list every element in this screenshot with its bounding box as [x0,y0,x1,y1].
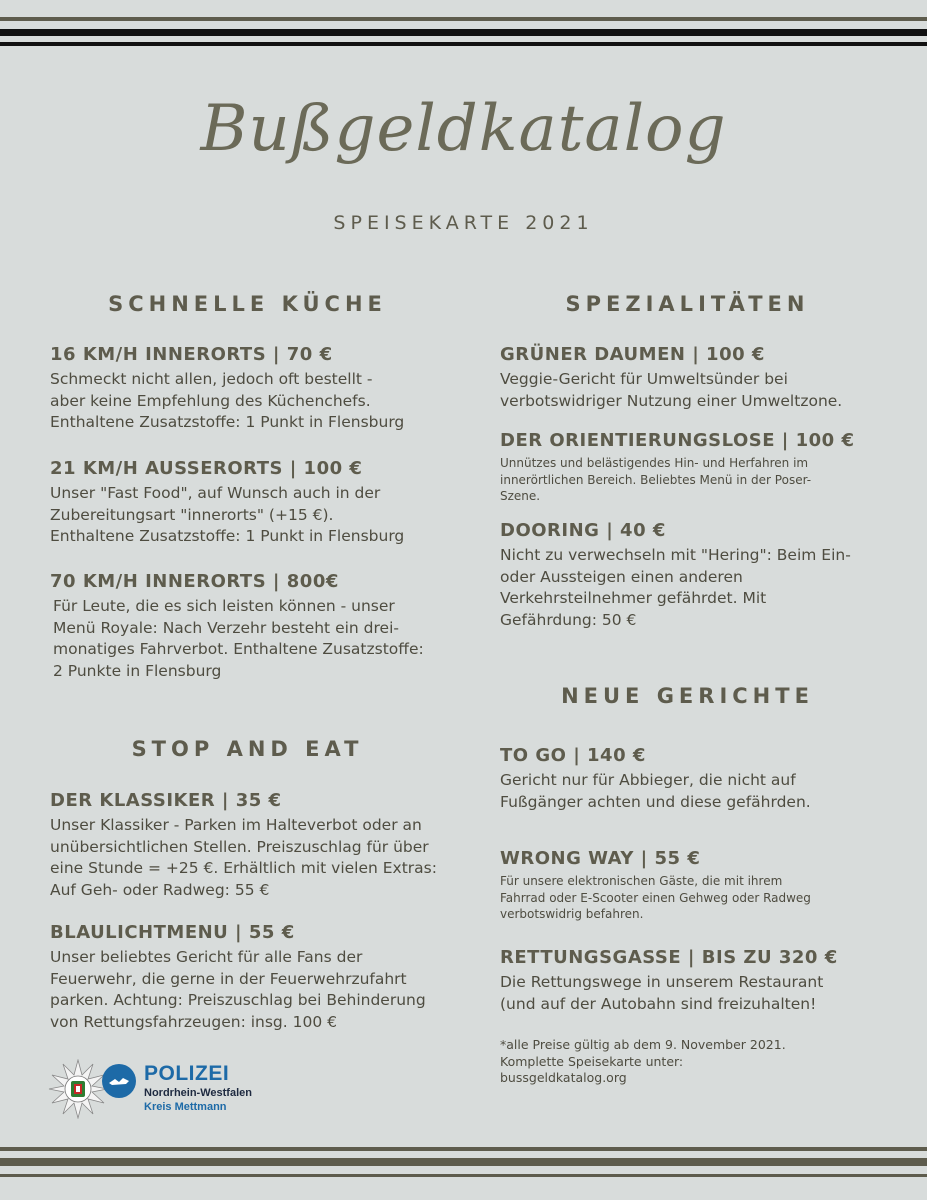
menu-item-title: 70 KM/H INNERORTS | 800€ [50,571,339,592]
police-circle-icon [102,1064,136,1098]
section-heading-spezialitaeten: SPEZIALITÄTEN [565,292,810,316]
menu-item-description: Für Leute, die es sich leisten können - unser Menü Royale: Nach Verzehr besteht ein drei- monatiges Fahrverbot. Enthaltene Zusatzstoffe: 2 Punkte in Flensburg [53,597,424,680]
menu-item [500,745,900,813]
police-star-icon [48,1059,108,1119]
police-logo [48,1056,268,1122]
page-subtitle: SPEISEKARTE 2021 [333,212,594,234]
menu-item-description: Für unsere elektronischen Gäste, die mit ihrem Fahrrad oder E-Scooter einen Gehweg oder Radweg verbotswidrig befahren. [500,874,811,921]
menu-item [50,458,470,548]
menu-item [50,922,470,1033]
menu-item-title: 21 KM/H AUSSERORTS | 100 € [50,458,363,479]
bottom-divider-thick [0,1158,927,1166]
menu-item-description: Die Rettungswege in unserem Restaurant (und auf der Autobahn sind freizuhalten! [500,973,824,1013]
menu-item-title: BLAULICHTMENU | 55 € [50,922,295,943]
menu-item-title: DOORING | 40 € [500,520,666,541]
menu-item [500,848,900,923]
logo-police-name: POLIZEI [144,1062,230,1085]
menu-item-title: DER ORIENTIERUNGSLOSE | 100 € [500,430,855,451]
bottom-divider-lower [0,1174,927,1177]
menu-item-description: Unser Klassiker - Parken im Halteverbot oder an unübersichtlichen Stellen. Preiszuschlag für über eine Stunde = +25 €. Erhältlich mit vielen Extras: Auf Geh- oder Radweg: 55 € [50,816,437,899]
menu-item-description: Nicht zu verwechseln mit "Hering": Beim Ein- oder Aussteigen einen anderen Verkehrsteilnehmer gefährdet. Mit Gefährdung: 50 € [500,546,851,629]
top-divider-lower [0,42,927,46]
menu-item-title: RETTUNGSGASSE | BIS ZU 320 € [500,947,838,968]
menu-item [500,947,900,1015]
menu-item [50,344,470,434]
logo-state-name: Nordrhein-Westfalen [144,1087,252,1099]
price-footnote: *alle Preise gültig ab dem 9. November 2021. Komplette Speisekarte unter: bussgeldkatalog.org [500,1037,786,1085]
logo-district-name: Kreis Mettmann [144,1101,227,1113]
bottom-divider-upper [0,1147,927,1151]
menu-item-title: 16 KM/H INNERORTS | 70 € [50,344,333,365]
top-divider-thick [0,29,927,36]
menu-item-title: DER KLASSIKER | 35 € [50,790,282,811]
menu-item-description: Veggie-Gericht für Umweltsünder bei verbotswidriger Nutzung einer Umweltzone. [500,370,843,410]
menu-item-title: GRÜNER DAUMEN | 100 € [500,344,765,365]
section-heading-schnelle-kueche: SCHNELLE KÜCHE [108,292,387,316]
menu-item [500,344,900,412]
page-title: Bußgeldkatalog [200,92,727,166]
menu-item-title: WRONG WAY | 55 € [500,848,701,869]
section-heading-neue-gerichte: NEUE GERICHTE [561,684,814,708]
menu-item-description: Gericht nur für Abbieger, die nicht auf Fußgänger achten und diese gefährden. [500,771,811,811]
menu-item-title: TO GO | 140 € [500,745,646,766]
menu-item [500,430,900,505]
top-divider-thin [0,17,927,21]
section-heading-stop-and-eat: STOP AND EAT [131,737,364,761]
menu-item-description: Schmeckt nicht allen, jedoch oft bestellt - aber keine Empfehlung des Küchenchefs. Enthaltene Zusatzstoffe: 1 Punkt in Flensburg [50,370,405,431]
menu-item [50,790,470,901]
menu-item [500,520,900,631]
menu-item-description: Unser "Fast Food", auf Wunsch auch in der Zubereitungsart "innerorts" (+15 €). Enthaltene Zusatzstoffe: 1 Punkt in Flensburg [50,484,405,545]
menu-item-description: Unser beliebtes Gericht für alle Fans der Feuerwehr, die gerne in der Feuerwehrzufahrt parken. Achtung: Preiszuschlag bei Behinderung von Rettungsfahrzeugen: insg. 100 € [50,948,426,1031]
menu-item [50,571,470,682]
menu-item-description: Unnützes und belästigendes Hin- und Herfahren im innerörtlichen Bereich. Beliebtes Menü in der Poser- Szene. [500,456,812,503]
